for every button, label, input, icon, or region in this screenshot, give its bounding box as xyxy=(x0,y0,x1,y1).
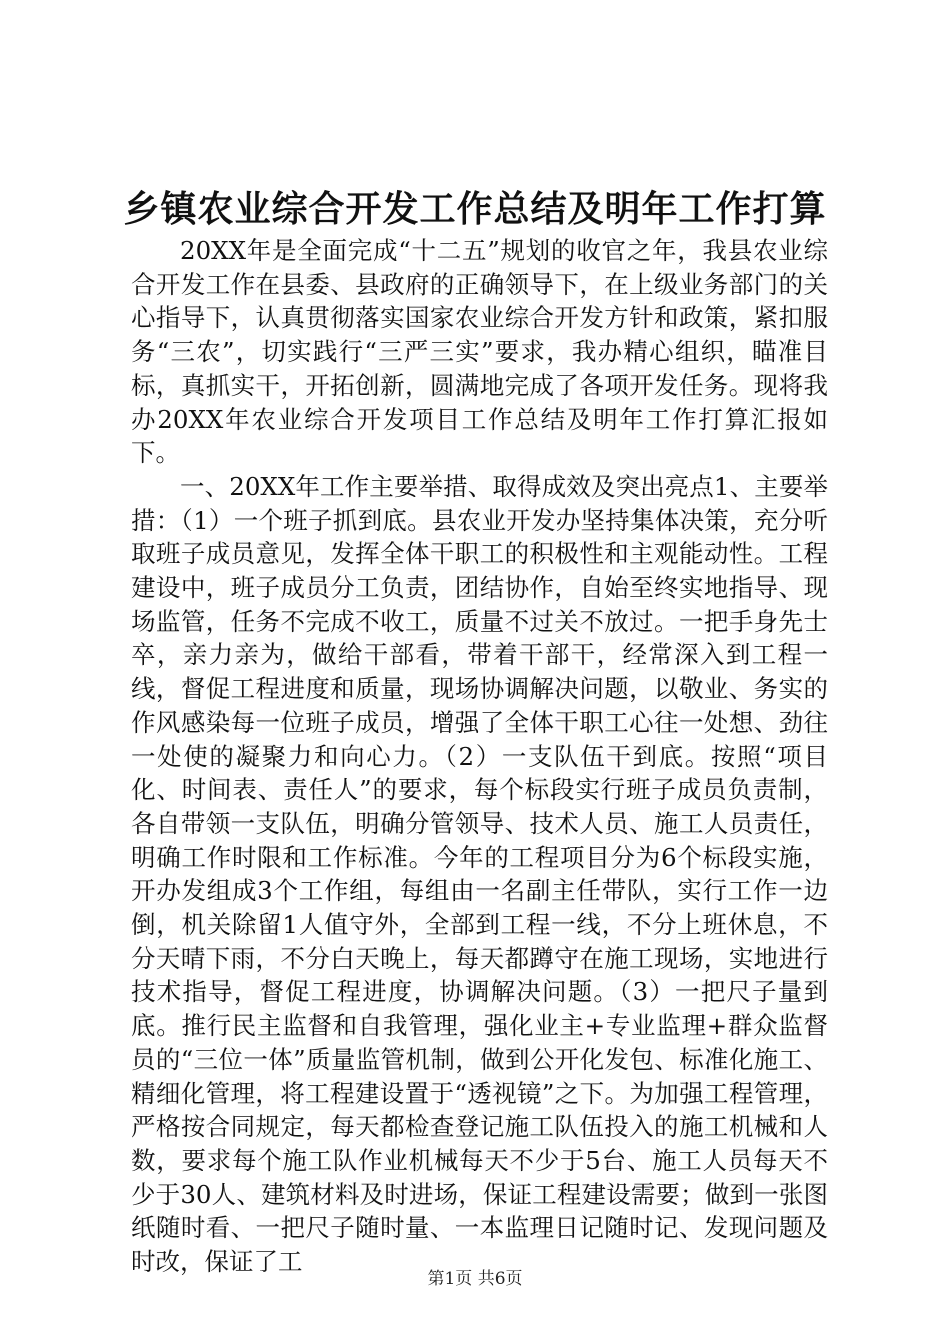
paragraph-measures: 一、20XX年工作主要举措、取得成效及突出亮点1、主要举措：（1）一个班子抓到底。县农业开发办坚持集体决策，充分听取班子成员意见，发挥全体干职工的积极性和主观能动性。工程建设中，班子成员分工负责，团结协作，自始至终实地指导、现场监管，任务不完成不收工，质量不过关不放过。一把手身先士卒，亲力亲为，做给干部看，带着干部干，经常深入到工程一线，督促工程进度和质量，现场协调解决问题，以敬业、务实的作风感染每一位班子成员，增强了全体干职工心往一处想、劲往一处使的凝聚力和向心力。（2）一支队伍干到底。按照“项目化、时间表、责任人”的要求，每个标段实行班子成员负责制，各自带领一支队伍，明确分管领导、技术人员、施工人员责任，明确工作时限和工作标准。今年的工程项目分为6个标段实施，开办发组成3个工作组，每组由一名副主任带队，实行工作一边倒，机关除留1人值守外，全部到工程一线，不分上班休息，不分天晴下雨，不分白天晚上，每天都蹲守在施工现场，实地进行技术指导，督促工程进度，协调解决问题。（3）一把尺子量到底。推行民主监督和自我管理，强化业主+专业监理+群众监督员的“三位一体”质量监管机制，做到公开化发包、标准化施工、精细化管理，将工程建设置于“透视镜”之下。为加强工程管理，严格按合同规定，每天都检查登记施工队伍投入的施工机械和人数，要求每个施工队作业机械每天不少于5台、施工人员每天不少于30人、建筑材料及时进场，保证工程建设需要；做到一张图纸随时看、一把尺子随时量、一本监理日记随时记、发现问题及时改，保证了工 xyxy=(131,471,828,1277)
page-number: 第1页 共6页 xyxy=(427,1269,523,1289)
paragraph-intro: 20XX年是全面完成“十二五”规划的收官之年，我县农业综合开发工作在县委、县政府的正确领导下，在上级业务部门的关心指导下，认真贯彻落实国家农业综合开发方针和政策，紧扣服务“三农”，切实践行“三严三实”要求，我办精心组织，瞄准目标，真抓实干，开拓创新，圆满地完成了各项开发任务。现将我办20XX年农业综合开发项目工作总结及明年工作打算汇报如下。 xyxy=(131,236,828,468)
document-title: 乡镇农业综合开发工作总结及明年工作打算 xyxy=(123,189,827,230)
document-body xyxy=(131,234,828,1279)
